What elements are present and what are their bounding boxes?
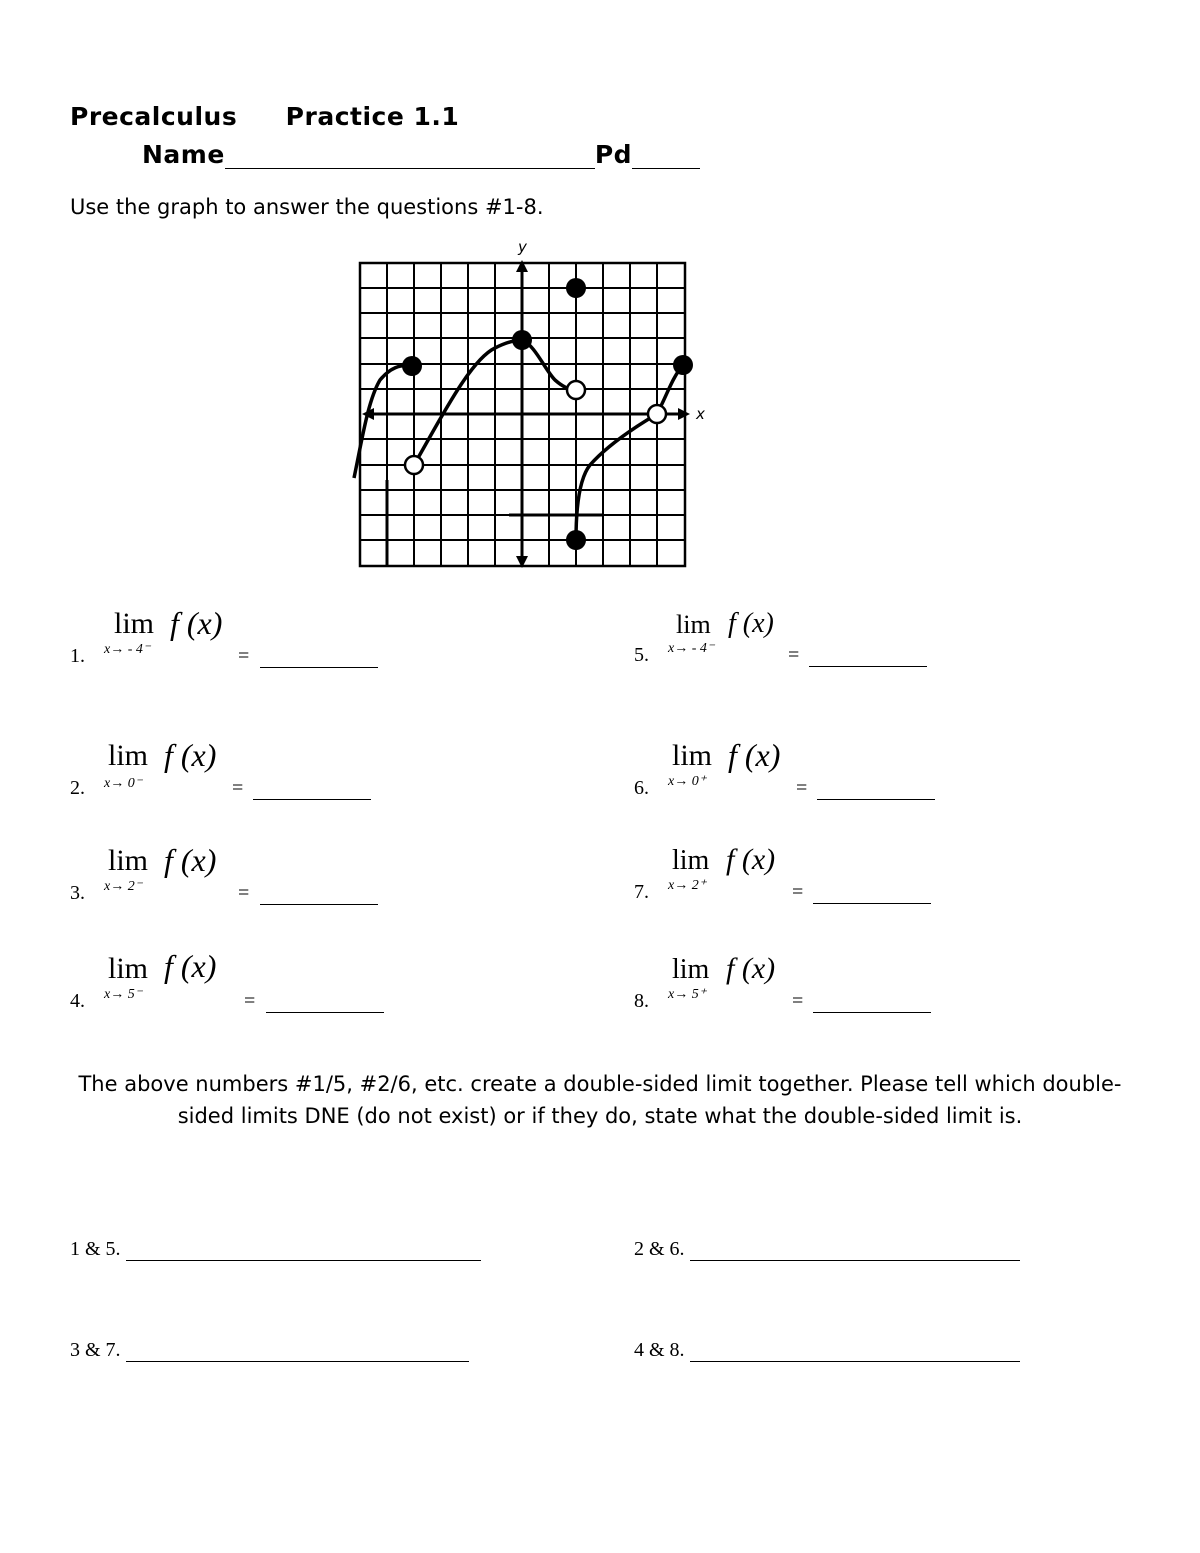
pair-label: 3 & 7. bbox=[70, 1339, 121, 1361]
practice-title: Practice 1.1 bbox=[285, 102, 460, 131]
lim-text: lim bbox=[114, 607, 155, 640]
lim-text: lim bbox=[108, 739, 149, 772]
question-number: 8. bbox=[634, 990, 649, 1012]
question-2 bbox=[70, 735, 430, 805]
function-text: f (x) bbox=[728, 737, 781, 773]
name-blank[interactable] bbox=[225, 144, 595, 169]
equals-sign: = bbox=[244, 990, 256, 1012]
closed-point bbox=[402, 356, 422, 376]
instructions: Use the graph to answer the questions #1-8. bbox=[70, 195, 544, 219]
question-8 bbox=[634, 952, 994, 1022]
pair-3-7 bbox=[70, 1339, 469, 1362]
pair-answer-blank[interactable] bbox=[690, 1240, 1020, 1261]
period-blank[interactable] bbox=[632, 144, 700, 169]
closed-point bbox=[673, 355, 693, 375]
limit-subscript: x→ 0⁻ bbox=[104, 776, 143, 791]
answer-blank[interactable] bbox=[809, 646, 927, 667]
closed-point bbox=[566, 530, 586, 550]
limit-subscript: x→ 0⁺ bbox=[668, 774, 707, 789]
lim-text: lim bbox=[672, 845, 710, 876]
lim-text: lim bbox=[676, 610, 711, 639]
function-text: f (x) bbox=[726, 843, 776, 876]
pair-answer-blank[interactable] bbox=[690, 1341, 1020, 1362]
question-4 bbox=[70, 948, 430, 1018]
equals-sign: = bbox=[232, 777, 244, 799]
curve-segment-4 bbox=[576, 414, 657, 540]
function-text: f (x) bbox=[170, 605, 223, 641]
answer-blank[interactable] bbox=[817, 779, 935, 800]
lim-text: lim bbox=[108, 844, 149, 877]
equals-sign: = bbox=[238, 882, 250, 904]
function-text: f (x) bbox=[164, 737, 217, 773]
question-6 bbox=[634, 735, 994, 805]
answer-blank[interactable] bbox=[813, 883, 931, 904]
limit-subscript: x→ 5⁺ bbox=[668, 987, 707, 1002]
x-axis-label: x bbox=[696, 405, 705, 423]
closed-point bbox=[566, 278, 586, 298]
pair-4-8 bbox=[634, 1339, 1020, 1362]
function-text: f (x) bbox=[728, 608, 774, 639]
answer-blank[interactable] bbox=[260, 647, 378, 668]
answer-blank[interactable] bbox=[813, 992, 931, 1013]
answer-blank[interactable] bbox=[266, 992, 384, 1013]
function-text: f (x) bbox=[726, 952, 776, 985]
course-title bbox=[70, 102, 459, 131]
lim-text: lim bbox=[672, 954, 710, 985]
question-3 bbox=[70, 840, 430, 910]
curve-segment-1 bbox=[354, 366, 412, 478]
name-line bbox=[142, 140, 700, 169]
limit-subscript: x→ 5⁻ bbox=[104, 987, 143, 1002]
equals-sign: = bbox=[792, 881, 804, 903]
limit-subscript: x→ 2⁻ bbox=[104, 879, 143, 894]
open-point bbox=[648, 405, 666, 423]
pair-1-5 bbox=[70, 1238, 481, 1261]
pair-label: 2 & 6. bbox=[634, 1238, 685, 1260]
pair-answer-blank[interactable] bbox=[126, 1341, 469, 1362]
name-label: Name bbox=[142, 140, 225, 169]
open-point bbox=[567, 381, 585, 399]
function-graph bbox=[340, 230, 720, 580]
question-number: 7. bbox=[634, 881, 649, 903]
question-number: 3. bbox=[70, 882, 85, 904]
equals-sign: = bbox=[788, 644, 800, 666]
question-7 bbox=[634, 843, 994, 913]
lim-text: lim bbox=[672, 739, 713, 772]
equals-sign: = bbox=[238, 645, 250, 667]
double-sided-limit-instructions: The above numbers #1/5, #2/6, etc. create a double-sided limit together. Please tell which double-sided limits DNE (do not exist) or if they do, state what the double-sided limit is. bbox=[78, 1072, 1122, 1128]
equals-sign: = bbox=[792, 990, 804, 1012]
lim-text: lim bbox=[108, 952, 149, 985]
pair-label: 1 & 5. bbox=[70, 1238, 121, 1260]
question-number: 1. bbox=[70, 645, 85, 667]
equals-sign: = bbox=[796, 777, 808, 799]
limit-subscript: x→ - 4⁻ bbox=[104, 642, 151, 657]
pair-label: 4 & 8. bbox=[634, 1339, 685, 1361]
pair-2-6 bbox=[634, 1238, 1020, 1261]
closed-point bbox=[512, 330, 532, 350]
limit-subscript: x→ 2⁺ bbox=[668, 878, 707, 893]
function-text: f (x) bbox=[164, 842, 217, 878]
question-5 bbox=[634, 608, 994, 678]
question-number: 2. bbox=[70, 777, 85, 799]
function-text: f (x) bbox=[164, 948, 217, 984]
period-label: Pd bbox=[594, 140, 633, 169]
question-number: 6. bbox=[634, 777, 649, 799]
y-axis-label: y bbox=[518, 238, 527, 256]
answer-blank[interactable] bbox=[260, 884, 378, 905]
question-1 bbox=[70, 605, 430, 675]
pair-answer-blank[interactable] bbox=[126, 1240, 481, 1261]
answer-blank[interactable] bbox=[253, 779, 371, 800]
question-number: 5. bbox=[634, 644, 649, 666]
limit-subscript: x→ - 4⁻ bbox=[668, 641, 715, 656]
open-point bbox=[405, 456, 423, 474]
question-number: 4. bbox=[70, 990, 85, 1012]
course-name: Precalculus bbox=[70, 102, 238, 131]
